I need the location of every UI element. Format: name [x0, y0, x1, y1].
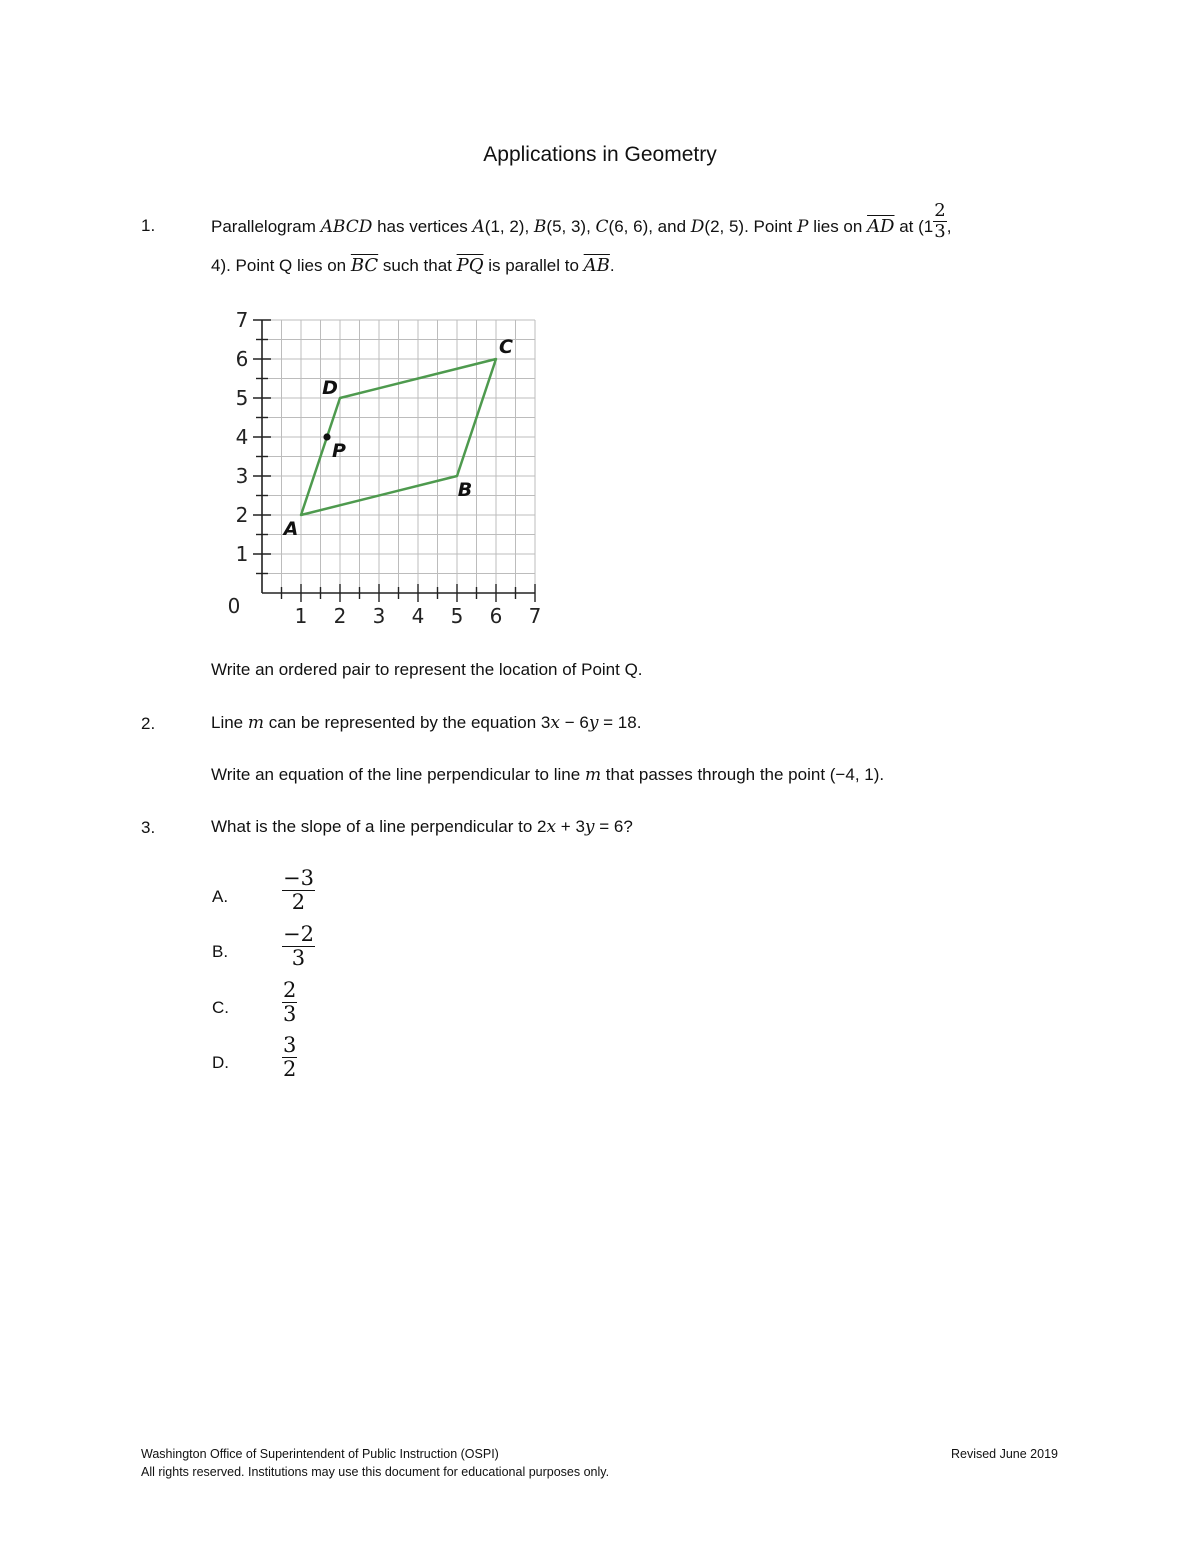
question-2-line-1	[211, 713, 641, 733]
q1-text: Parallelogram	[211, 216, 321, 236]
q2-text: that passes through the point (−4, 1).	[601, 765, 885, 784]
q3-var-y: y	[584, 817, 595, 837]
footer-organization: Washington Office of Superintendent of Public Instruction (OSPI)	[141, 1447, 499, 1461]
fraction-numerator: 2	[283, 978, 297, 1002]
tick-labels	[228, 308, 542, 628]
segment-pq: $\overline{PQ}$	[456, 255, 484, 276]
q1-vertex-a: A	[472, 216, 485, 237]
fraction-two-thirds	[933, 202, 946, 241]
q2-text: − 6	[559, 713, 589, 732]
q1-point-p: P	[797, 216, 809, 237]
x-tick-label: 1	[294, 604, 308, 628]
x-tick-label: 5	[450, 604, 464, 628]
point-p	[323, 433, 330, 440]
x-tick-label: 4	[411, 604, 425, 628]
fraction-numerator: −2	[283, 922, 314, 946]
segment-ad: $\overline{AD}$	[867, 215, 895, 237]
page-title: Applications in Geometry	[483, 143, 717, 166]
point-labels	[282, 336, 513, 540]
label-p: P	[332, 440, 346, 462]
y-tick-label: 3	[235, 464, 249, 488]
label-d: D	[322, 377, 338, 399]
question-1-prompt: Write an ordered pair to represent the location of Point Q.	[211, 660, 643, 679]
q1-coord-d: (2, 5). Point	[704, 216, 798, 236]
q1-coord-a: (1, 2),	[484, 216, 534, 236]
choice-d-letter[interactable]: D.	[212, 1053, 229, 1072]
q2-var-m: m	[584, 765, 602, 785]
q1-coord-c: (6, 6), and	[608, 216, 691, 236]
fraction-denominator: 3	[283, 1002, 297, 1026]
q1-coord-b: (5, 3),	[546, 216, 596, 236]
q1-text: .	[609, 256, 615, 275]
footer-rights: All rights reserved. Institutions may use this document for educational purposes only.	[141, 1465, 610, 1479]
label-b: B	[457, 479, 473, 501]
q1-vertex-c: C	[595, 216, 609, 237]
q2-text: can be represented by the equation 3	[264, 713, 551, 732]
choice-b-fraction[interactable]	[282, 924, 315, 969]
q3-var-x: x	[546, 817, 557, 837]
fraction-numerator: −3	[283, 866, 314, 890]
coordinate-graph	[212, 308, 542, 630]
question-3-number: 3.	[141, 818, 156, 837]
q3-text: = 6?	[594, 817, 633, 836]
origin-label: 0	[227, 594, 241, 618]
fraction-denominator: 2	[283, 1057, 297, 1081]
y-tick-label: 1	[235, 542, 249, 566]
question-2-line-2	[211, 765, 884, 785]
y-tick-label: 6	[235, 347, 249, 371]
q3-text: What is the slope of a line perpendicular to 2	[211, 817, 547, 836]
q2-var-m: m	[247, 713, 264, 733]
q1-text: 4). Point Q lies on	[211, 256, 351, 275]
fraction-numerator: 2	[934, 200, 946, 221]
choice-c-fraction[interactable]	[282, 980, 297, 1025]
q2-var-y: y	[588, 713, 599, 733]
x-tick-label: 3	[372, 604, 386, 628]
question-3-line-1	[211, 817, 633, 837]
tick-marks	[253, 320, 535, 602]
q1-vertex-b: B	[533, 216, 547, 237]
q1-vertex-d: D	[690, 216, 705, 237]
q1-text: has vertices	[372, 216, 473, 236]
segment-ab: $\overline{AB}$	[583, 255, 610, 276]
y-tick-label: 2	[235, 503, 249, 527]
label-a: A	[283, 518, 299, 540]
fraction-denominator: 2	[291, 890, 306, 914]
label-c: C	[499, 336, 513, 358]
x-tick-label: 2	[333, 604, 347, 628]
question-2-number: 2.	[141, 714, 156, 733]
choice-d-fraction[interactable]	[282, 1035, 297, 1080]
q2-text: = 18.	[598, 713, 642, 732]
fraction-denominator: 3	[934, 221, 946, 242]
segment-bc: $\overline{BC}$	[350, 255, 379, 276]
q2-text: Write an equation of the line perpendicular to line	[211, 765, 585, 784]
fraction-denominator: 3	[291, 946, 306, 970]
question-1-line-1	[211, 200, 952, 242]
q3-text: + 3	[556, 817, 585, 836]
x-tick-label: 7	[528, 604, 542, 628]
question-1-number: 1.	[141, 216, 156, 235]
q1-abcd: ABCD	[320, 216, 373, 237]
q1-text: such that	[378, 256, 457, 275]
x-tick-label: 6	[489, 604, 503, 628]
choice-b-letter[interactable]: B.	[212, 942, 229, 961]
q1-text: lies on	[808, 216, 868, 236]
q2-text: Line	[211, 713, 248, 732]
y-tick-label: 4	[235, 425, 249, 449]
q1-text: is parallel to	[483, 256, 584, 275]
choice-a-letter[interactable]: A.	[212, 887, 229, 906]
choice-c-letter[interactable]: C.	[212, 998, 229, 1017]
choice-a-fraction[interactable]	[282, 868, 315, 913]
fraction-numerator: 3	[283, 1033, 297, 1057]
y-tick-label: 5	[235, 386, 249, 410]
footer-revised-date: Revised June 2019	[950, 1447, 1058, 1461]
y-tick-label: 7	[235, 308, 249, 332]
question-1-line-2	[211, 255, 615, 276]
q1-text: ,	[946, 216, 952, 236]
q1-text: at (1	[894, 216, 934, 236]
q2-var-x: x	[550, 713, 560, 733]
